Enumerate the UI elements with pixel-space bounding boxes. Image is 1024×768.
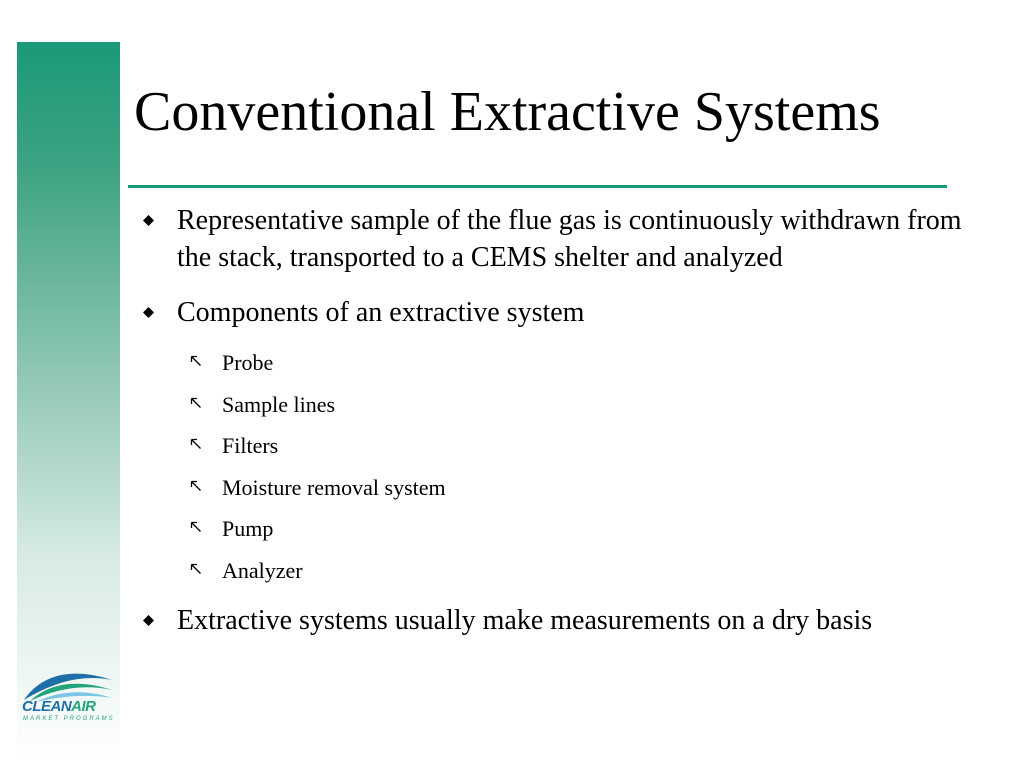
sub-bullet-item	[188, 515, 970, 542]
side-gradient-bar	[17, 42, 120, 760]
corner-arrow-icon	[190, 480, 202, 492]
sub-bullet-list	[140, 349, 970, 584]
sub-bullet-text: Moisture removal system	[222, 474, 446, 500]
logo-wordmark	[22, 699, 96, 715]
corner-arrow-icon	[190, 521, 202, 533]
sub-bullet-item	[188, 432, 970, 459]
diamond-bullet-icon	[143, 215, 154, 226]
bullet-text: Representative sample of the flue gas is continuously withdrawn from the stack, transported to a CEMS shelter and analyzed	[177, 205, 962, 273]
corner-arrow-icon	[190, 438, 202, 450]
sub-bullet-text: Probe	[222, 350, 274, 375]
sub-bullet-text: Filters	[222, 433, 279, 458]
slide-title: Conventional Extractive Systems	[134, 81, 881, 143]
sub-bullet-text: Analyzer	[222, 557, 303, 583]
bullet-item	[140, 202, 970, 276]
corner-arrow-icon	[190, 563, 202, 575]
logo-word-air: AIR	[71, 698, 96, 715]
wave-swoosh-icon	[22, 668, 114, 702]
diamond-bullet-icon	[143, 615, 154, 626]
sub-bullet-text: Pump	[222, 516, 274, 541]
sub-bullet-item	[188, 557, 970, 584]
bullet-item	[140, 602, 970, 639]
title-divider	[128, 185, 947, 188]
diamond-bullet-icon	[143, 307, 154, 318]
logo-word-clean: CLEAN	[22, 698, 72, 715]
sub-bullet-item	[188, 474, 970, 501]
bullet-text: Components of an extractive system	[177, 297, 585, 328]
sub-bullet-item	[188, 391, 970, 418]
slide-content	[140, 202, 970, 639]
bullet-item	[140, 294, 970, 331]
sub-bullet-item	[188, 349, 970, 376]
logo-subtitle: MARKET PROGRAMS	[23, 716, 115, 722]
corner-arrow-icon	[190, 397, 202, 409]
clean-air-logo	[18, 668, 118, 728]
sub-bullet-text: Sample lines	[222, 391, 336, 417]
bullet-text: Extractive systems usually make measurements on a dry basis	[177, 604, 873, 636]
corner-arrow-icon	[190, 355, 202, 367]
